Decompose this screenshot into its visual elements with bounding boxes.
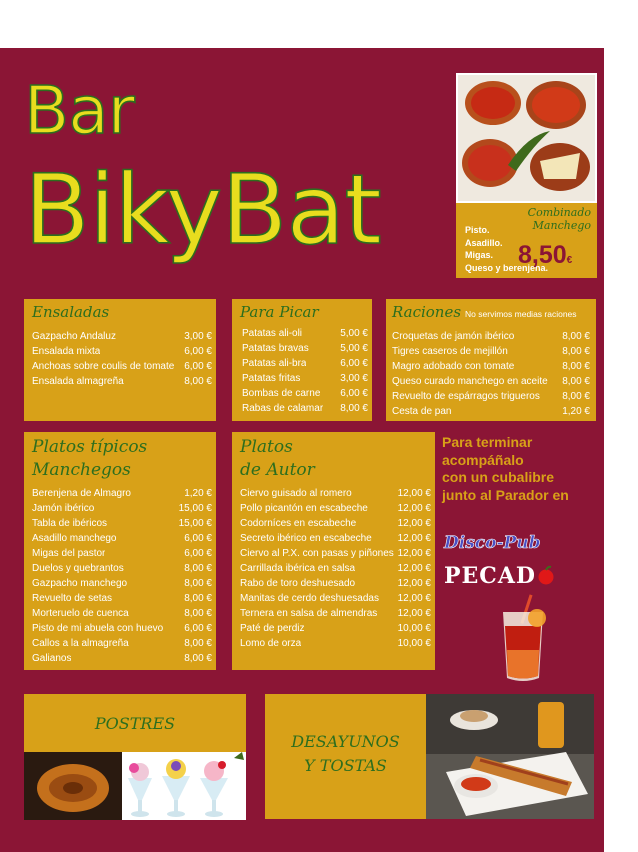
- menu-item-price: 5,00 €: [340, 328, 368, 339]
- menu-item: [32, 576, 212, 591]
- menu-item-price: 12,00 €: [397, 503, 431, 514]
- menu-item-price: 1,20 €: [184, 488, 212, 499]
- menu-item: [240, 486, 431, 501]
- menu-item: [392, 374, 590, 389]
- menu-item-price: 12,00 €: [397, 608, 431, 619]
- platos-tipicos-box: [24, 432, 216, 670]
- menu-item-name: Ensalada mixta: [32, 346, 101, 357]
- menu-item-name: Magro adobado con tomate: [392, 361, 515, 372]
- menu-item: [240, 546, 431, 561]
- menu-item-price: 8,00 €: [562, 361, 590, 372]
- menu-item: [32, 516, 212, 531]
- menu-item-name: Tigres caseros de mejillón: [392, 346, 508, 357]
- menu-item: [392, 359, 590, 374]
- menu-item: [240, 516, 431, 531]
- menu-item: [32, 486, 212, 501]
- menu-item-name: Patatas ali-bra: [242, 358, 307, 369]
- apple-icon: [536, 563, 556, 589]
- menu-item: [32, 359, 212, 374]
- menu-item: [242, 341, 368, 356]
- ensaladas-box: [24, 299, 216, 421]
- menu-item-name: Ciervo al P.X. con pasas y piñones: [240, 548, 394, 559]
- raciones-title: Raciones No servimos medias raciones: [392, 303, 577, 321]
- side-promo-text: Para terminar acompáñalo con un cubalibre junto al Parador en: [442, 434, 569, 503]
- menu-item: [240, 606, 431, 621]
- menu-item: [392, 344, 590, 359]
- menu-item-name: Galianos: [32, 653, 72, 664]
- menu-item-price: 6,00 €: [340, 388, 368, 399]
- menu-item-price: 10,00 €: [397, 623, 431, 634]
- menu-item-price: 8,00 €: [562, 391, 590, 402]
- menu-item-price: 6,00 €: [184, 361, 212, 372]
- menu-item-price: 15,00 €: [178, 518, 212, 529]
- menu-item-price: 12,00 €: [397, 518, 431, 529]
- ensaladas-list: [32, 329, 212, 389]
- desayunos-box: [265, 694, 426, 819]
- menu-item-price: 10,00 €: [397, 638, 431, 649]
- menu-item-price: 8,00 €: [184, 376, 212, 387]
- menu-item-price: 8,00 €: [184, 608, 212, 619]
- menu-item-name: Jamón ibérico: [32, 503, 95, 514]
- promo-price: 8,50€: [518, 241, 573, 269]
- menu-item-name: Callos a la almagreña: [32, 638, 129, 649]
- menu-item: [242, 371, 368, 386]
- menu-item-price: 1,20 €: [562, 406, 590, 417]
- menu-item-price: 8,00 €: [562, 331, 590, 342]
- menu-item-name: Migas del pastor: [32, 548, 106, 559]
- postres-box: [24, 694, 246, 752]
- menu-item: [32, 606, 212, 621]
- menu-item-name: Bombas de carne: [242, 388, 321, 399]
- menu-item: [242, 356, 368, 371]
- disco-pub-label: Disco-Pub: [444, 533, 541, 553]
- menu-item-price: 6,00 €: [184, 623, 212, 634]
- pecado-logo: PECAD: [444, 563, 556, 589]
- menu-item-name: Morteruelo de cuenca: [32, 608, 129, 619]
- menu-item-price: 8,00 €: [184, 593, 212, 604]
- menu-item-name: Ciervo guisado al romero: [240, 488, 352, 499]
- tapas-photo: [456, 73, 597, 203]
- menu-item-name: Patatas bravas: [242, 343, 309, 354]
- menu-item-price: 8,00 €: [562, 346, 590, 357]
- menu-item: [242, 401, 368, 416]
- menu-item: [32, 344, 212, 359]
- platos-tipicos-list: [32, 486, 212, 666]
- menu-item-name: Anchoas sobre coulis de tomate: [32, 361, 175, 372]
- platos-autor-title: Platos de Autor: [240, 437, 315, 480]
- ensaladas-title: Ensaladas: [32, 303, 110, 321]
- menu-item-name: Carrillada ibérica en salsa: [240, 563, 356, 574]
- menu-item: [392, 329, 590, 344]
- menu-item: [240, 636, 431, 651]
- menu-item-price: 6,00 €: [184, 548, 212, 559]
- menu-item-name: Paté de perdiz: [240, 623, 305, 634]
- menu-item-name: Patatas ali-oli: [242, 328, 303, 339]
- raciones-note: No servimos medias raciones: [465, 309, 577, 319]
- menu-item: [32, 621, 212, 636]
- menu-item-price: 8,00 €: [562, 376, 590, 387]
- postres-title: POSTRES: [94, 714, 176, 733]
- postres-photo: [24, 752, 246, 820]
- menu-item-name: Duelos y quebrantos: [32, 563, 124, 574]
- menu-item-name: Pollo picantón en escabeche: [240, 503, 368, 514]
- promo-title: Combinado Manchego: [527, 206, 591, 232]
- menu-item-price: 8,00 €: [184, 638, 212, 649]
- menu-item-price: 5,00 €: [340, 343, 368, 354]
- menu-item-price: 3,00 €: [184, 331, 212, 342]
- menu-item: [32, 374, 212, 389]
- menu-item: [392, 404, 590, 419]
- desayunos-title: DESAYUNOS Y TOSTAS: [291, 732, 400, 775]
- menu-item-name: Revuelto de espárragos trigueros: [392, 391, 540, 402]
- menu-item-name: Manitas de cerdo deshuesadas: [240, 593, 379, 604]
- menu-item-price: 12,00 €: [397, 563, 431, 574]
- menu-item-price: 12,00 €: [397, 593, 431, 604]
- menu-item-price: 6,00 €: [184, 533, 212, 544]
- brand-title-bar: Bar: [24, 72, 134, 149]
- menu-item: [32, 636, 212, 651]
- menu-item: [240, 621, 431, 636]
- menu-item-name: Asadillo manchego: [32, 533, 117, 544]
- menu-item-name: Croquetas de jamón ibérico: [392, 331, 515, 342]
- menu-item-name: Tabla de ibéricos: [32, 518, 108, 529]
- menu-item: [240, 591, 431, 606]
- desayunos-photo: [426, 694, 594, 819]
- menu-item-name: Revuelto de setas: [32, 593, 113, 604]
- menu-item-name: Cesta de pan: [392, 406, 452, 417]
- menu-item: [240, 576, 431, 591]
- raciones-box: [386, 299, 596, 421]
- menu-item-price: 12,00 €: [397, 578, 431, 589]
- menu-item-price: 3,00 €: [340, 373, 368, 384]
- menu-item-name: Rabo de toro deshuesado: [240, 578, 356, 589]
- menu-item-name: Secreto ibérico en escabeche: [240, 533, 372, 544]
- para-picar-title: Para Picar: [240, 303, 319, 321]
- menu-item-price: 15,00 €: [178, 503, 212, 514]
- para-picar-list: [242, 326, 368, 416]
- menu-item-price: 8,00 €: [184, 563, 212, 574]
- menu-item-price: 8,00 €: [184, 578, 212, 589]
- menu-item: [32, 561, 212, 576]
- menu-item-price: 12,00 €: [397, 488, 431, 499]
- menu-item: [32, 591, 212, 606]
- menu-item-name: Ensalada almagreña: [32, 376, 124, 387]
- menu-item: [32, 651, 212, 666]
- menu-item-price: 12,00 €: [397, 548, 431, 559]
- menu-item-price: 8,00 €: [184, 653, 212, 664]
- menu-item-name: Berenjena de Almagro: [32, 488, 131, 499]
- promo-items: Pisto. Asadillo. Migas. Queso y berenjena.: [465, 225, 549, 273]
- platos-autor-box: [232, 432, 435, 670]
- menu-item: [242, 326, 368, 341]
- menu-item-name: Lomo de orza: [240, 638, 302, 649]
- menu-item-name: Codorníces en escabeche: [240, 518, 357, 529]
- menu-item-price: 6,00 €: [340, 358, 368, 369]
- menu-item: [242, 386, 368, 401]
- cocktail-image: [495, 592, 555, 684]
- menu-item: [32, 531, 212, 546]
- menu-item-name: Rabas de calamar: [242, 403, 324, 414]
- menu-item-name: Pisto de mi abuela con huevo: [32, 623, 164, 634]
- para-picar-box: [232, 299, 372, 421]
- menu-item: [240, 561, 431, 576]
- menu-item: [32, 501, 212, 516]
- platos-tipicos-title: Platos típicos Manchegos: [32, 437, 148, 480]
- menu-item: [240, 501, 431, 516]
- menu-item: [32, 329, 212, 344]
- menu-item: [240, 531, 431, 546]
- brand-title-name: BikyBat: [24, 154, 381, 266]
- menu-item-name: Ternera en salsa de almendras: [240, 608, 378, 619]
- menu-item-price: 8,00 €: [340, 403, 368, 414]
- raciones-list: [392, 329, 590, 419]
- platos-autor-list: [240, 486, 431, 651]
- menu-item-name: Gazpacho manchego: [32, 578, 128, 589]
- menu-item-price: 6,00 €: [184, 346, 212, 357]
- menu-item-price: 12,00 €: [397, 533, 431, 544]
- menu-item-name: Queso curado manchego en aceite: [392, 376, 548, 387]
- menu-item-name: Patatas fritas: [242, 373, 301, 384]
- menu-item: [32, 546, 212, 561]
- combinado-promo: [456, 203, 597, 278]
- menu-item-name: Gazpacho Andaluz: [32, 331, 116, 342]
- menu-item: [392, 389, 590, 404]
